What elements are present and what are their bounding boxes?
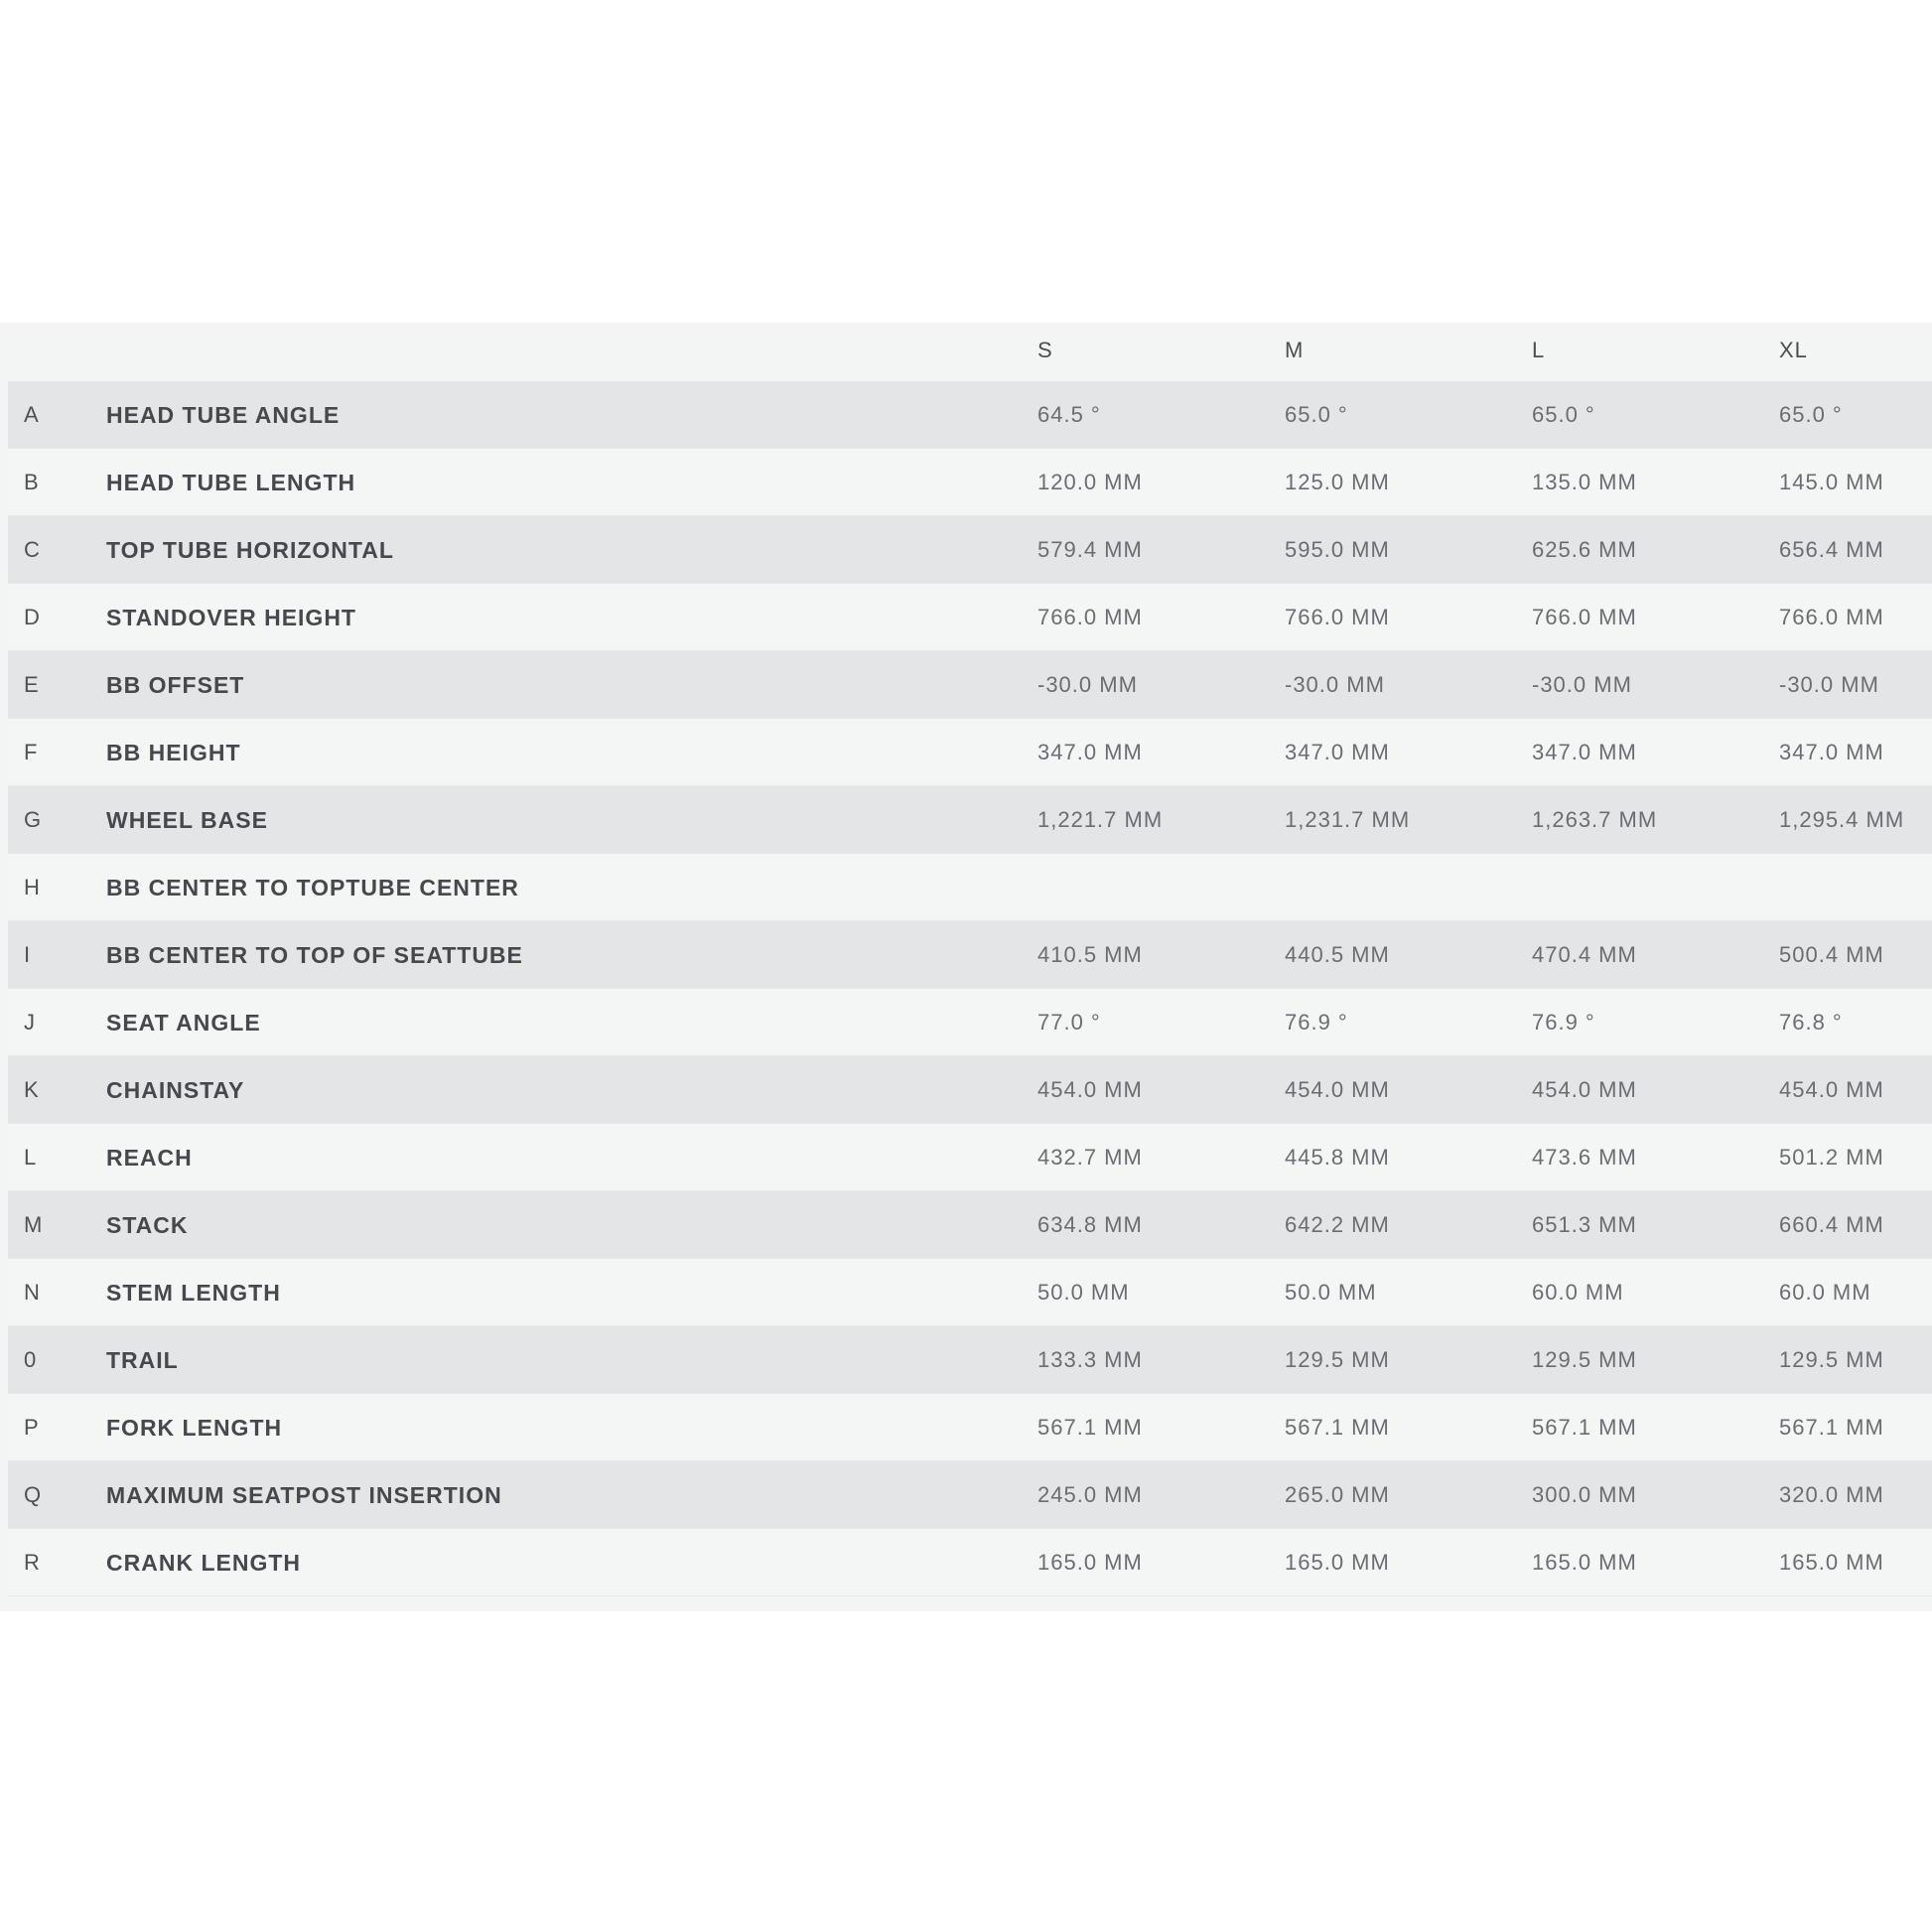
value-m: 595.0 MM (1285, 537, 1390, 562)
row-letter: K (24, 1077, 39, 1102)
row-letter: B (24, 470, 39, 494)
measurement-name: STANDOVER HEIGHT (106, 605, 356, 630)
table-row (8, 1326, 1932, 1394)
measurement-name: CRANK LENGTH (106, 1550, 301, 1576)
value-xl: 656.4 MM (1779, 537, 1884, 562)
value-l: 135.0 MM (1532, 470, 1637, 494)
value-xl: 454.0 MM (1779, 1077, 1884, 1102)
table-row (8, 989, 1932, 1056)
table-row (8, 1056, 1932, 1124)
table-row (8, 921, 1932, 989)
value-l: 76.9 ° (1532, 1010, 1595, 1035)
value-s: 165.0 MM (1037, 1550, 1143, 1575)
value-m: 445.8 MM (1285, 1145, 1390, 1170)
value-s: 50.0 MM (1037, 1280, 1130, 1305)
table-row (8, 1259, 1932, 1326)
row-letter: D (24, 605, 40, 629)
table-row (8, 516, 1932, 584)
measurement-name: STEM LENGTH (106, 1280, 281, 1306)
measurement-name: MAXIMUM SEATPOST INSERTION (106, 1482, 502, 1508)
value-s: 432.7 MM (1037, 1145, 1143, 1170)
value-xl: 567.1 MM (1779, 1415, 1884, 1440)
table-row (8, 1461, 1932, 1529)
value-s: -30.0 MM (1037, 672, 1138, 697)
value-m: 567.1 MM (1285, 1415, 1390, 1440)
column-header-xl: XL (1779, 338, 1808, 362)
row-letter: G (24, 807, 42, 832)
value-s: 454.0 MM (1037, 1077, 1143, 1102)
row-letter: F (24, 740, 38, 764)
value-xl: 347.0 MM (1779, 740, 1884, 764)
row-letter: E (24, 672, 39, 697)
value-s: 634.8 MM (1037, 1212, 1143, 1237)
value-s: 410.5 MM (1037, 942, 1143, 967)
value-xl: 76.8 ° (1779, 1010, 1843, 1035)
row-letter: L (24, 1145, 37, 1170)
measurement-name: WHEEL BASE (106, 807, 268, 833)
row-letter: M (24, 1212, 43, 1237)
column-header-m: M (1285, 338, 1305, 362)
row-letter: J (24, 1010, 35, 1035)
value-m: 766.0 MM (1285, 605, 1390, 629)
row-letter: H (24, 875, 40, 899)
table-row (8, 449, 1932, 516)
value-l: 567.1 MM (1532, 1415, 1637, 1440)
value-s: 120.0 MM (1037, 470, 1143, 494)
row-letter: P (24, 1415, 39, 1440)
value-xl: 165.0 MM (1779, 1550, 1884, 1575)
table-row (8, 584, 1932, 651)
measurement-name: FORK LENGTH (106, 1415, 283, 1441)
measurement-name: BB HEIGHT (106, 740, 241, 765)
column-header-s: S (1037, 338, 1053, 362)
value-s: 245.0 MM (1037, 1482, 1143, 1507)
table-row (8, 381, 1932, 449)
value-s: 77.0 ° (1037, 1010, 1101, 1035)
value-l: 625.6 MM (1532, 537, 1637, 562)
measurement-name: REACH (106, 1145, 193, 1171)
value-l: 766.0 MM (1532, 605, 1637, 629)
value-l: 65.0 ° (1532, 402, 1595, 427)
measurement-name: TRAIL (106, 1347, 179, 1373)
measurement-name: BB CENTER TO TOP OF SEATTUBE (106, 942, 523, 968)
value-xl: 65.0 ° (1779, 402, 1843, 427)
measurement-name: BB CENTER TO TOPTUBE CENTER (106, 875, 519, 900)
value-xl: 320.0 MM (1779, 1482, 1884, 1507)
value-s: 567.1 MM (1037, 1415, 1143, 1440)
value-m: 125.0 MM (1285, 470, 1390, 494)
value-m: 642.2 MM (1285, 1212, 1390, 1237)
value-m: 1,231.7 MM (1285, 807, 1411, 832)
value-m: 65.0 ° (1285, 402, 1348, 427)
value-xl: 60.0 MM (1779, 1280, 1871, 1305)
value-xl: 501.2 MM (1779, 1145, 1884, 1170)
value-xl: 660.4 MM (1779, 1212, 1884, 1237)
measurement-name: STACK (106, 1212, 189, 1238)
value-s: 347.0 MM (1037, 740, 1143, 764)
value-s: 766.0 MM (1037, 605, 1143, 629)
table-header (0, 323, 1932, 381)
value-xl: -30.0 MM (1779, 672, 1879, 697)
value-m: 454.0 MM (1285, 1077, 1390, 1102)
value-m: 265.0 MM (1285, 1482, 1390, 1507)
value-l: 1,263.7 MM (1532, 807, 1658, 832)
value-l: 651.3 MM (1532, 1212, 1637, 1237)
value-l: 60.0 MM (1532, 1280, 1624, 1305)
value-l: 454.0 MM (1532, 1077, 1637, 1102)
value-xl: 766.0 MM (1779, 605, 1884, 629)
value-s: 1,221.7 MM (1037, 807, 1164, 832)
row-letter: R (24, 1550, 40, 1575)
row-letter: Q (24, 1482, 42, 1507)
table-row (8, 1124, 1932, 1191)
value-xl: 1,295.4 MM (1779, 807, 1905, 832)
table-row (8, 854, 1932, 921)
value-l: -30.0 MM (1532, 672, 1632, 697)
value-l: 347.0 MM (1532, 740, 1637, 764)
measurement-name: CHAINSTAY (106, 1077, 245, 1103)
value-s: 133.3 MM (1037, 1347, 1143, 1372)
value-m: -30.0 MM (1285, 672, 1385, 697)
measurement-name: BB OFFSET (106, 672, 245, 698)
value-xl: 129.5 MM (1779, 1347, 1884, 1372)
value-m: 76.9 ° (1285, 1010, 1348, 1035)
table-row (8, 719, 1932, 786)
geometry-table (0, 323, 1932, 1611)
measurement-name: HEAD TUBE LENGTH (106, 470, 356, 495)
table-row (8, 1191, 1932, 1259)
value-m: 129.5 MM (1285, 1347, 1390, 1372)
table-row (8, 651, 1932, 719)
value-m: 165.0 MM (1285, 1550, 1390, 1575)
column-header-l: L (1532, 338, 1546, 362)
value-l: 300.0 MM (1532, 1482, 1637, 1507)
table-row (8, 786, 1932, 854)
row-letter: C (24, 537, 40, 562)
measurement-name: SEAT ANGLE (106, 1010, 261, 1035)
measurement-name: TOP TUBE HORIZONTAL (106, 537, 394, 563)
row-letter: I (24, 942, 31, 967)
value-xl: 500.4 MM (1779, 942, 1884, 967)
measurement-name: HEAD TUBE ANGLE (106, 402, 341, 428)
value-xl: 145.0 MM (1779, 470, 1884, 494)
value-s: 579.4 MM (1037, 537, 1143, 562)
row-letter: A (24, 402, 39, 427)
row-letter: N (24, 1280, 40, 1305)
row-letter: 0 (24, 1347, 37, 1372)
value-s: 64.5 ° (1037, 402, 1101, 427)
value-m: 50.0 MM (1285, 1280, 1377, 1305)
value-m: 440.5 MM (1285, 942, 1390, 967)
value-m: 347.0 MM (1285, 740, 1390, 764)
value-l: 165.0 MM (1532, 1550, 1637, 1575)
table-row (8, 1394, 1932, 1461)
value-l: 473.6 MM (1532, 1145, 1637, 1170)
value-l: 470.4 MM (1532, 942, 1637, 967)
table-row (8, 1529, 1932, 1596)
value-l: 129.5 MM (1532, 1347, 1637, 1372)
table-body (8, 381, 1932, 1596)
